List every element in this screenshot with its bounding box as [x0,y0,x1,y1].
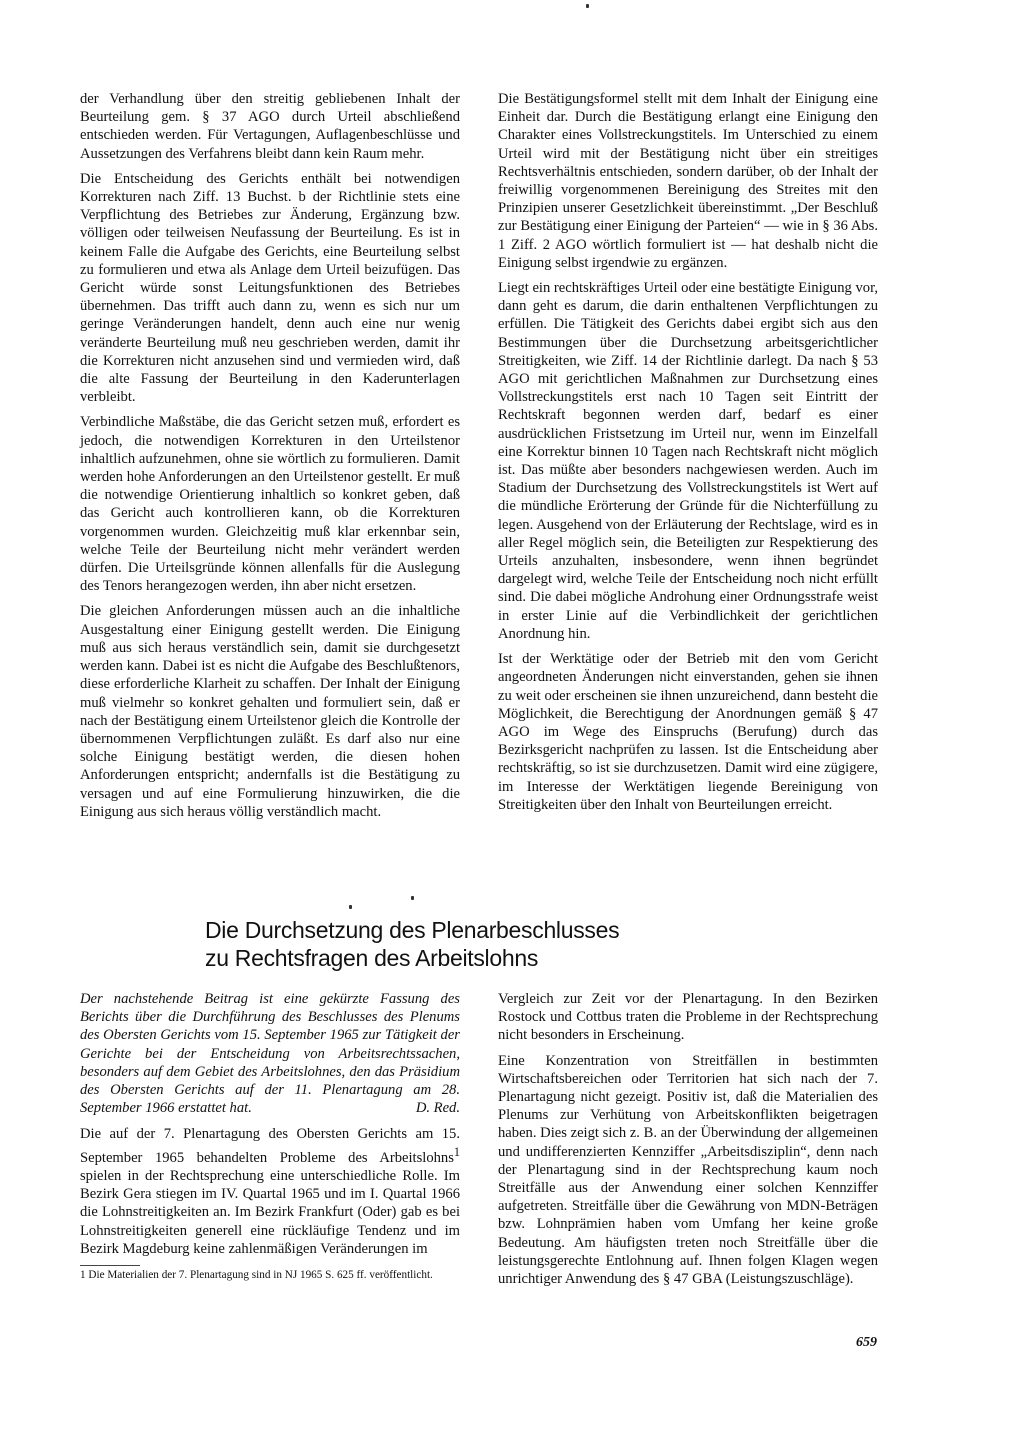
paragraph: Die Entscheidung des Gerichts enthält bei notwendigen Korrekturen nach Ziff. 13 Buchst. b der Richtlinie stets eine Verpflichtung des Betriebes zur Änderung, Ergänzung bzw. völligen oder teilweisen Neufassung der Beurteilung. Es ist in keinem Falle die Aufgabe des Gerichts, eine Beurteilung selbst zu formulieren und etwa als Anlage dem Urteil beizufügen. Das Gericht würde sonst Leitungsfunktionen des Betriebes übernehmen. Das trifft auch dann zu, wenn es sich nur um geringe Veränderungen handelt, denn auch eine nur wenig veränderte Beurteilung muß neu geschrieben werden, damit ihr die Korrekturen nicht anzusehen sind und vermieden wird, daß die alte Fassung der Beurteilung in den Kaderunterlagen verbleibt. [80,170,460,406]
footnote: 1 Die Materialien der 7. Plenartagung sind in NJ 1965 S. 625 ff. veröffentlicht. [80,1268,433,1281]
paragraph [80,1125,460,1258]
article-column-bottom-right [498,990,878,1295]
article-column-top-left [80,90,460,828]
footnote-reference: 1 [453,1144,460,1159]
editorial-intro-text: Der nachstehende Beitrag ist eine gekürzte Fassung des Berichts über die Durchführung des Beschlusses des Plenums des Obersten Gerichts vom 15. September 1965 zur Tätigkeit der Gerichte bei der Entscheidung von Arbeitsrechtssachen, besonders auf dem Gebiet des Arbeitslohnes, den das Präsidium des Obersten Gerichts auf der 11. Plenartagung am 28. September 1966 erstattet hat. [80,991,460,1117]
headline-line-2: zu Rechtsfragen des Arbeitslohns [205,945,539,971]
scan-speck [586,4,589,8]
footnote-divider [80,1265,140,1266]
paragraph: Eine Konzentration von Streitfällen in bestimmten Wirtschaftsbereichen oder Territorien hat sich nach der 7. Plenartagung nicht gezeigt. Positiv ist, daß die Materialien des Plenums zur Verhütung von Arbeitskonflikten beigetragen haben. Dies zeigt sich z. B. an der Überwindung der allgemeinen und undifferenzierten Kennziffer „Arbeitsdisziplin“, denn nach der Plenartagung sind in der Rechtsprechung kaum noch Streitfälle aus der Anwendung einer solchen Kennziffer aufgetreten. Streitfälle über die Gewährung von MDN-Beträgen bzw. Lohnprämien haben vom Umfang her keine große Bedeutung. Am häufigsten treten noch Streitfälle über die leistungsgerechte Entlohnung auf. Ihnen folgen Klagen wegen unrichtiger Anwendung des § 47 GBA (Leistungszuschläge). [498,1052,878,1288]
scan-speck [411,896,414,900]
article-headline [205,916,805,972]
article-column-bottom-left [80,990,460,1282]
paragraph: Vergleich zur Zeit vor der Plenartagung. In den Bezirken Rostock und Cottbus traten die Probleme in der Rechtsprechung nicht besonders in Erscheinung. [498,991,878,1044]
article-column-top-right [498,90,878,821]
paragraph: Verbindliche Maßstäbe, die das Gericht setzen muß, erfordert es jedoch, die notwendigen Korrekturen in den Urteilstenor inhaltlich aufzunehmen, ohne sie wörtlich zu formulieren. Damit werden hohe Anforderungen an den Urteilstenor gestellt. Er muß die notwendige Orientierung inhaltlich so konkret geben, daß das Gericht auch kontrollieren kann, ob die Korrekturen vorgenommen wurden. Gleichzeitig muß klar erkennbar sein, welche Teile der Beurteilung nicht mehr verändert werden dürfen. Die Urteilsgründe können allenfalls für die Auslegung des Tenors herangezogen werden, ihn aber nicht ersetzen. [80,414,460,595]
editorial-signature: D. Red. [415,1100,460,1117]
paragraph-text-start: Die auf der 7. Plenartagung des Obersten Gerichts am 15. September 1965 behandelten Probleme des Arbeitslohns [80,1125,460,1166]
page-number: 659 [856,1335,877,1350]
paragraph: Die Bestätigungsformel stellt mit dem Inhalt der Einigung eine Einheit dar. Durch die Bestätigung erlangt eine Einigung den Charakter eines Vollstreckungstitels. Im Unterschied zu einem Urteil wird mit der Bestätigung nicht über ein streitiges Rechtsverhältnis entschieden, sondern darüber, ob der Inhalt der freiwillig vorgenommenen Bereinigung des Streites mit den Prinzipien unserer Gesetzlichkeit übereinstimmt. „Der Beschluß zur Bestätigung einer Einigung der Parteien“ — wie in § 36 Abs. 1 Ziff. 2 AGO wörtlich formuliert ist — hat deshalb nicht die Einigung selbst irgendwie zu ergänzen. [498,91,878,271]
scan-speck [349,905,352,909]
paragraph: Ist der Werktätige oder der Betrieb mit den vom Gericht angeordneten Änderungen nicht einverstanden, gehen sie ihnen zu weit oder erscheinen sie ihnen unzureichend, dann besteht die Möglichkeit, die Berechtigung der Anordnungen gemäß § 47 AGO im Wege des Einspruchs (Berufung) durch das Bezirksgericht nachprüfen zu lassen. Ist die Entscheidung aber rechtskräftig, so ist sie durchzusetzen. Damit wird eine zügigere, im Interesse der Werktätigen liegende Bereinigung von Streitigkeiten über den Inhalt von Beurteilungen erreicht. [498,651,878,813]
paragraph: der Verhandlung über den streitig gebliebenen Inhalt der Beurteilung gem. § 37 AGO durch Urteil abschließend entschieden werden. Für Vertagungen, Auflagenbeschlüsse und Aussetzungen des Verfahrens bleibt dann kein Raum mehr. [80,91,460,162]
headline-line-1: Die Durchsetzung des Plenarbeschlusses [205,917,620,943]
paragraph: Liegt ein rechtskräftiges Urteil oder eine bestätigte Einigung vor, dann geht es darum, die darin enthaltenen Verpflichtungen zu erfüllen. Die Tätigkeit des Gerichts dabei ergibt sich aus den Bestimmungen über die Durchsetzung arbeitsgerichtlicher Streitigkeiten, wie Ziff. 14 der Richtlinie darlegt. Da nach § 53 AGO mit gerichtlichen Maßnahmen zur Durchsetzung eines Vollstreckungstitels erst nach 10 Tagen seit Eintritt der Rechtskraft begonnen werden darf, bedarf es einer ausdrücklichen Fristsetzung im Urteil nur, wenn im Einzelfall eine Korrektur binnen 10 Tagen nach Rechtskraft nicht möglich ist. Das müßte aber besonders nachgewiesen werden. Auch im Stadium der Durchsetzung des Vollstreckungstitels ist Wert auf die mündliche Erörterung der Gründe für die Nichterfüllung zu legen. Ausgehend von der Erläuterung der Rechtslage, wird es in aller Regel möglich sein, die Beteiligten zur Respektierung des Urteils anzuhalten, insbesondere, wenn ihnen begründet dargelegt wird, welche Teile der Entscheidung noch nicht erfüllt sind. Die dabei mögliche Androhung einer Ordnungsstrafe weist in erster Linie auf die Verbindlichkeit der gerichtlichen Anordnung hin. [498,280,878,642]
paragraph: Die gleichen Anforderungen müssen auch an die inhaltliche Ausgestaltung einer Einigung gestellt werden. Die Einigung muß aus sich heraus verständlich sein, damit sie durchgesetzt werden kann. Dabei ist es nicht die Aufgabe des Beschlußtenors, diese erforderliche Klarheit zu schaffen. Der Inhalt der Einigung muß vielmehr so konkret gehalten und formuliert sein, daß er nach der Bestätigung einem Urteilstenor gleich die Kontrolle der übernommenen Verpflichtungen zuläßt. Es darf also nur eine solche Einigung bestätigt werden, die diesen hohen Anforderungen entspricht; andernfalls ist die Bestätigung zu versagen und auf eine Formulierung hinzuwirken, die die Einigung aus sich heraus völlig verständlich macht. [80,603,460,820]
paragraph-text-end: spielen in der Rechtsprechung eine unterschiedliche Rolle. Im Bezirk Gera stiegen im IV. Quartal 1965 und im I. Quartal 1966 die Lohnstreitigkeiten an. Im Bezirk Frankfurt (Oder) gab es bei Lohnstreitigkeiten generell eine rückläufige Tendenz und im Bezirk Magdeburg keine zahlenmäßigen Veränderungen im [80,1167,460,1257]
editorial-intro [80,990,460,1118]
